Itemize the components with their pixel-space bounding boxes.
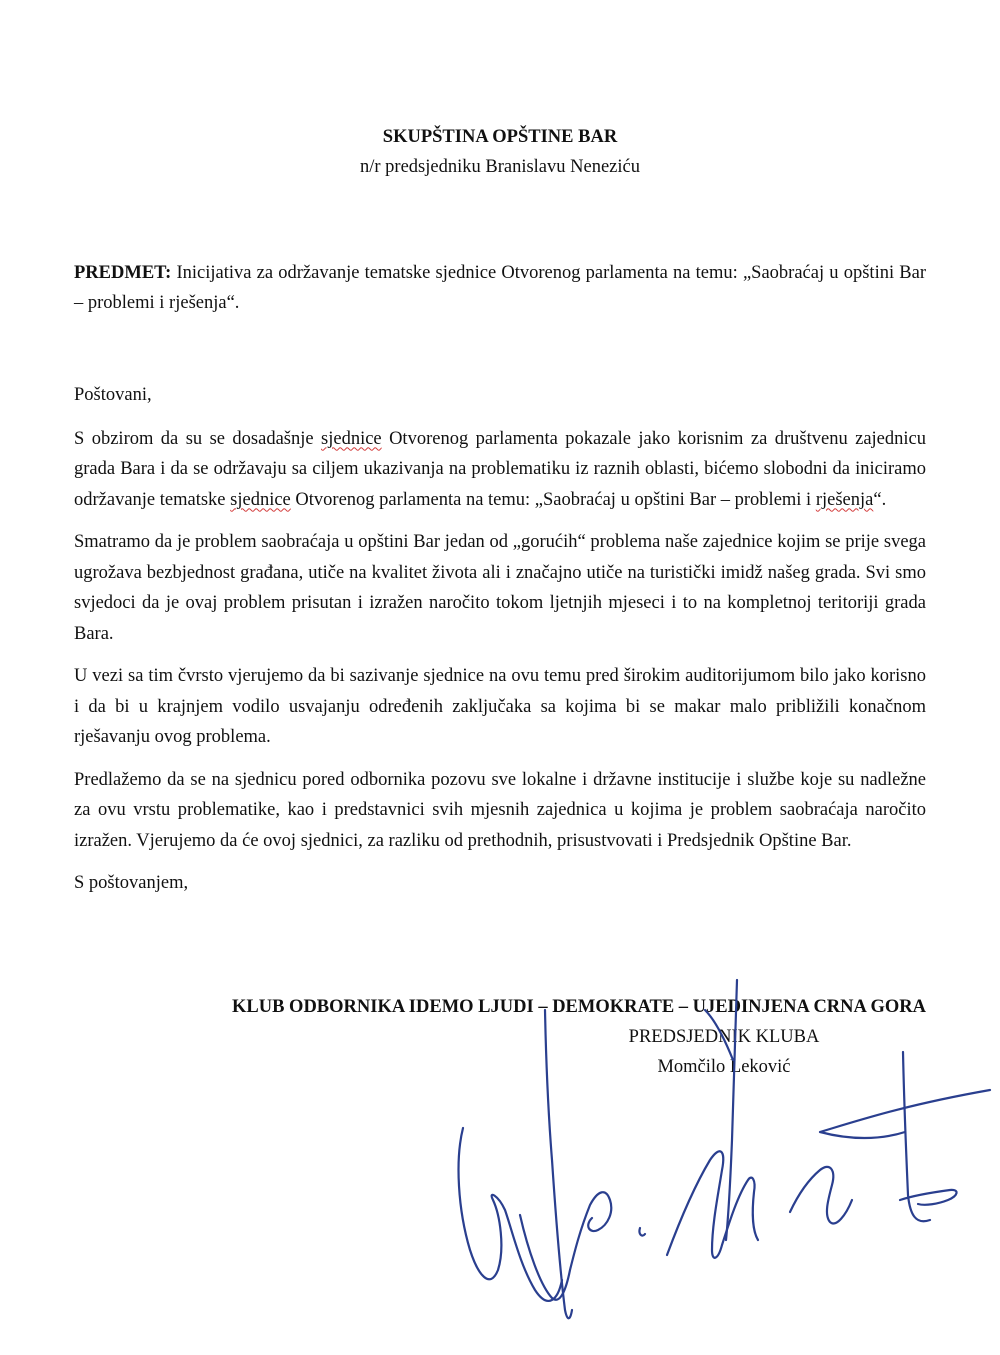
subject-line (74, 258, 926, 318)
signature-block (74, 992, 926, 1077)
addressee-attention: n/r predsjedniku Branislavu Neneziću (360, 157, 640, 177)
signature-stroke (459, 1128, 562, 1301)
paragraph-2: Smatramo da je problem saobraćaja u opštini Bar jedan od „gorućih“ problema naše zajednice kojim se prije svega ugrožava bezbjednost građana, utiče na kvalitet života ali i značajno utiče na turistički imidž našeg grada. Svi smo svjedoci da je ovaj problem prisutan i izražen naročito tokom ljetnjih mjeseci i to na kompletnoj teritoriji grada Bara. (74, 532, 926, 644)
signatory-name: Momčilo Leković (657, 1057, 791, 1077)
signature-stroke (639, 1228, 645, 1236)
signature-stroke (667, 1151, 758, 1258)
paragraph-1-text-c: Otvorenog parlamenta na temu: „Saobraćaj u opštini Bar – problemi i (290, 489, 816, 510)
addressee-block (0, 122, 1000, 182)
letter-body (74, 380, 926, 911)
subject-text: Inicijativa za održavanje tematske sjednice Otvorenog parlamenta na temu: „Saobraćaj u opštini Bar – problemi i rješenja“. (74, 263, 926, 313)
paragraph-1-text-a: S obzirom da su se dosadašnje (74, 428, 322, 449)
signatory-title: PREDSJEDNIK KLUBA (628, 1027, 820, 1047)
signature-stroke (900, 1190, 957, 1205)
signature-stroke (520, 1192, 611, 1300)
paragraph-1 (74, 424, 926, 516)
signature-stroke (820, 1090, 990, 1138)
closing: S poštovanjem, (74, 873, 189, 893)
subject-label: PREDMET: (74, 263, 172, 283)
club-name: KLUB ODBORNIKA IDEMO LJUDI – DEMOKRATE – UJEDINJENA CRNA GORA (232, 997, 926, 1017)
flagged-word: sjednice (230, 489, 291, 510)
paragraph-3: U vezi sa tim čvrsto vjerujemo da bi sazivanje sjednice na ovu temu pred širokim auditorijumom bilo jako korisno i da bi u krajnjem vodilo usvajanju određenih zaključaka sa kojima bi se makar malo približili konačnom rješavanju ovog problema. (74, 666, 926, 747)
signature-stroke (903, 1052, 930, 1221)
flagged-word: rješenja (815, 489, 874, 510)
paragraph-1-text-d: “. (873, 489, 887, 510)
addressee-organization: SKUPŠTINA OPŠTINE BAR (382, 127, 618, 147)
salutation: Poštovani, (74, 385, 152, 405)
signature-stroke (790, 1167, 852, 1224)
paragraph-1-text-b: Otvorenog parlamenta pokazale jako korisnim za društvenu zajednicu grada Bara i da se održavaju sa ciljem ukazivanja na problematiku iz raznih oblasti, bićemo slobodni da iniciramo održavanje tematske (74, 428, 926, 510)
flagged-word: sjednice (321, 428, 382, 449)
paragraph-4: Predlažemo da se na sjednicu pored odbornika pozovu sve lokalne i državne institucije i službe koje su nadležne za ovu vrstu problematike, kao i predstavnici svih mjesnih zajednica u kojima je problem saobraćaja naročito izražen. Vjerujemo da će ovoj sjednici, za razliku od prethodnih, prisustvovati i Predsjednik Opštine Bar. (74, 769, 926, 851)
signature-stroke (545, 1010, 572, 1318)
